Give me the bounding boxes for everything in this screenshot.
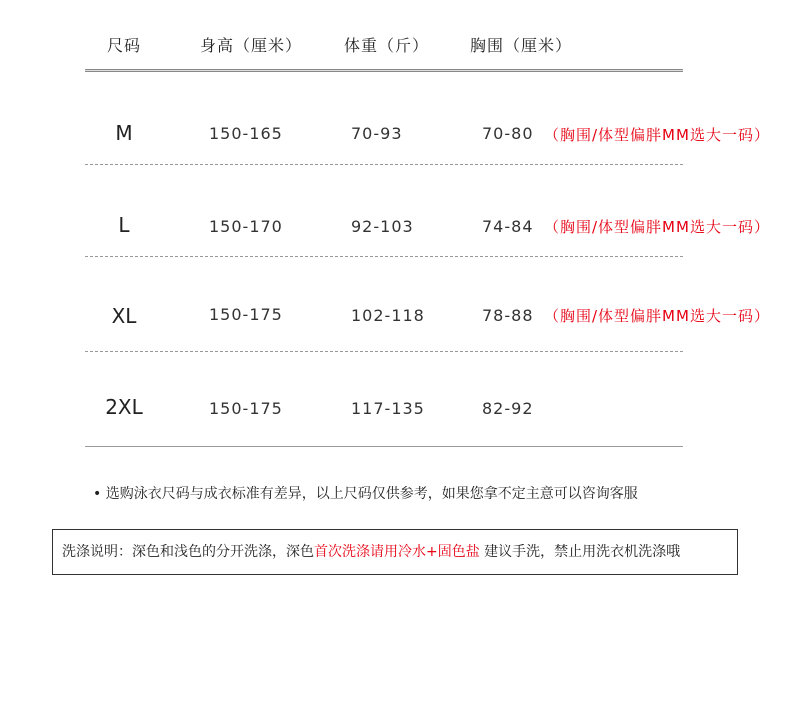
bust-cell: 78-88 — [482, 306, 534, 325]
size-note: （胸围/体型偏胖MM选大一码） — [544, 126, 770, 144]
header-weight: 体重（斤） — [344, 36, 430, 55]
weight-cell: 102-118 — [351, 306, 425, 325]
height-cell: 150-170 — [209, 217, 283, 236]
header-size: 尺码 — [107, 36, 142, 55]
bust-cell: 74-84 — [482, 217, 534, 236]
wash-text-prefix: 洗涤说明：深色和浅色的分开洗涤，深色 — [62, 544, 314, 560]
header-height: 身高（厘米） — [200, 36, 303, 55]
bust-cell: 70-80 — [482, 124, 534, 143]
weight-cell: 92-103 — [351, 217, 414, 236]
height-cell: 150-175 — [209, 399, 283, 418]
header-bust: 胸围（厘米） — [470, 36, 573, 55]
weight-cell: 117-135 — [351, 399, 425, 418]
size-tip: • 选购泳衣尺码与成衣标准有差异，以上尺码仅供参考，如果您拿不定主意可以咨询客服 — [93, 486, 638, 502]
size-cell: M — [115, 121, 133, 145]
header-divider — [85, 69, 683, 72]
size-note: （胸围/体型偏胖MM选大一码） — [544, 307, 770, 325]
size-note: （胸围/体型偏胖MM选大一码） — [544, 218, 770, 236]
weight-cell: 70-93 — [351, 124, 403, 143]
size-cell: XL — [111, 304, 137, 328]
table-bottom-line — [85, 446, 683, 447]
row-divider — [85, 164, 683, 165]
wash-text-highlight: 首次洗涤请用冷水+固色盐 — [314, 544, 480, 560]
height-cell: 150-175 — [209, 305, 283, 324]
wash-text-suffix: 建议手洗，禁止用洗衣机洗涤哦 — [479, 544, 681, 560]
height-cell: 150-165 — [209, 124, 283, 143]
wash-instructions — [52, 529, 738, 575]
size-cell: L — [118, 213, 130, 237]
bust-cell: 82-92 — [482, 399, 534, 418]
size-cell: 2XL — [105, 395, 143, 419]
row-divider — [85, 351, 683, 352]
row-divider — [85, 256, 683, 257]
